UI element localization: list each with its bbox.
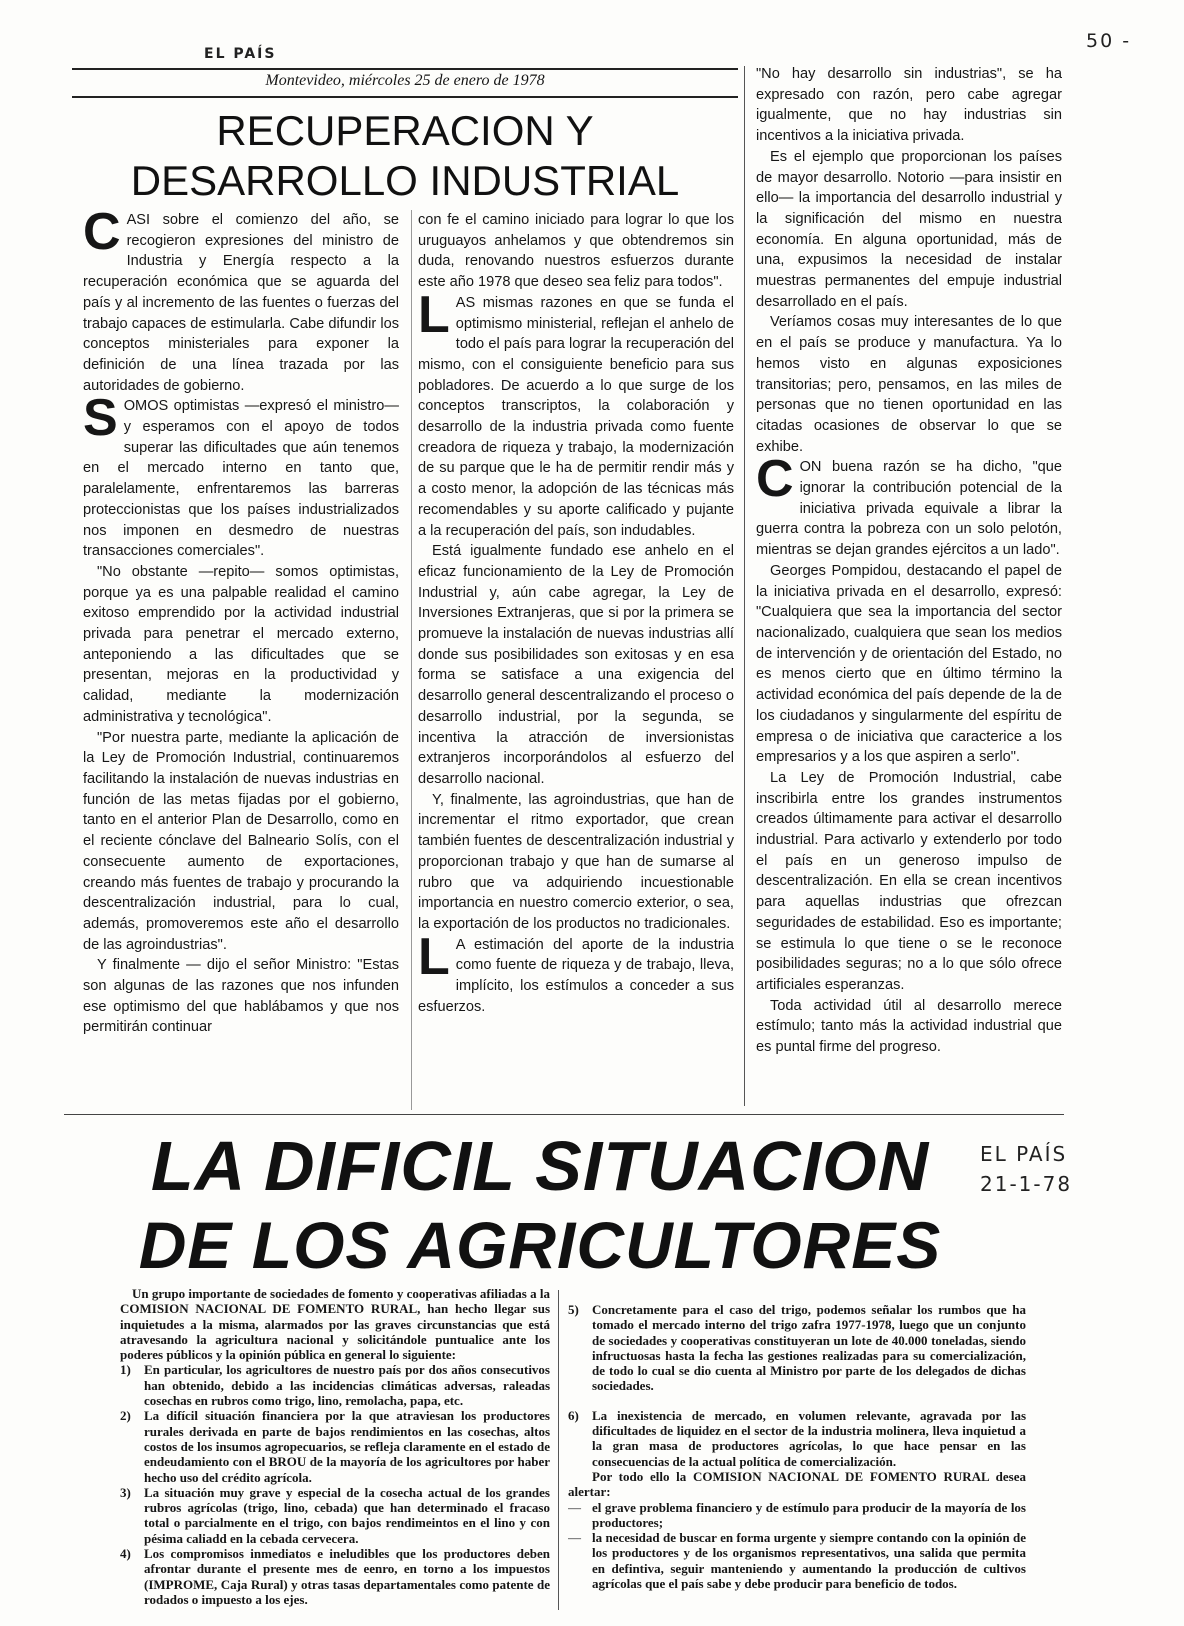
handwritten-date: 21-1-78 <box>980 1172 1073 1196</box>
article2-title-line1: LA DIFICIL SITUACION <box>150 1127 930 1205</box>
intro-paragraph: Un grupo importante de sociedades de fomento y cooperativas afiliadas a la COMISION NACIONAL DE FOMENTO RURAL, han hecho llegar sus inquietudes a la misma, alarmados por las graves circunstancias que está atravesando la agricultura nacional y solicitándole puntualice ante los poderes públicos y la opinión pública en general lo siguiente: <box>120 1286 550 1363</box>
article1-column-3 <box>756 64 1062 1110</box>
paragraph: L A estimación del aporte de la industria como fuente de riqueza y de trabajo, lleva, implícito, los estímulos a conceder a sus esfuerzos. <box>418 927 734 1015</box>
paragraph: "No hay desarrollo sin industrias", se ha expresado con razón, pero cabe agregar igualmente, que no hay industrias sin incentivos a la iniciativa privada. <box>756 66 1062 145</box>
article1-title-line1: RECUPERACION Y <box>216 107 594 154</box>
paragraph: SOMOS optimistas —expresó el ministro— y esperamos con el apoyo de todos superar las dificultades que aún tenemos en el mercado interno en tanto que, paralelamente, enfrentaremos las barreras proteccionistas que los países industrializados nos imponen en desmedro de nuestras transacciones comerciales". <box>83 389 399 560</box>
paragraph: La Ley de Promoción Industrial, cabe inscribirla entre los grandes instrumentos creados últimamente para activar el desarrollo industrial. Para activarlo y extenderlo por todo el país en un generoso impulso de descentralización. En ella se crean incentivos para aquellas industrias que ofrezcan seguridades de estabilidad. Eso es importante; se estimula lo que tiene o se le reconoce posibilidades seguras; no a lo que sólo ofrece artificiales esperanzas. <box>756 769 1062 993</box>
newspaper-label: EL PAÍS <box>204 46 277 62</box>
drop-cap: C <box>83 210 121 261</box>
paragraph: Georges Pompidou, destacando el papel de la iniciativa privada en el desarrollo, expresó: "Cualquiera que sea la importancia del sector nacionalizado, cualquiera que sean los medios de intervención y de orientación del Estado, no es menos cierto que en último término la actividad económica del país depende de la de los ciudadanos y singularmente del espíritu de empresa o de iniciativa que caracterice a los empresarios y a los que aspiren a serlo". <box>756 562 1062 766</box>
drop-cap: L <box>418 927 450 986</box>
list-item: 1) En particular, los agricultores de nuestro país por dos años consecutivos han obtenido, debido a las incidencias climáticas adversas, raleadas cosechas en rubros como trigo, lino, remolacha, papa, etc. <box>120 1362 550 1409</box>
article2-title-line2: DE LOS AGRICULTORES <box>138 1208 942 1282</box>
paragraph: con fe el camino iniciado para lograr lo que los uruguayos anhelamos y que obtendremos sin duda, renovando nuestros esfuerzos durante este año 1978 que deseo sea feliz para todos". <box>418 212 734 291</box>
article1-bottom-rule <box>64 1114 1064 1115</box>
list-item: 4) Los compromisos inmediatos e ineludibles que los productores deben afrontar durante el presente mes de eenro, en torno a los impuestos (IMPROME, Caja Rural) y otras tasas departamentales como patente de rodados o impuesto a los ejes. <box>120 1546 550 1607</box>
drop-cap: C <box>756 450 794 509</box>
list-item: 3) La situación muy grave y especial de la cosecha actual de los grandes rubros agrícolas (trigo, lino, cebada) que han determinado el fracaso total o parcialmente en el trigo, con bajos rendimeintos en el lino y con pésima caliadd en la cebada cervecera. <box>120 1484 550 1546</box>
paragraph: Está igualmente fundado ese anhelo en el eficaz funcionamiento de la Ley de Promoción Industrial y, aún cabe agregar, la Ley de Inversiones Extranjeras, que si por la primera se promueve la instalación de nuevas industrias allí donde sus posibilidades son exitosas y en esa forma se satisface a una exigencia del desarrollo general descentralizando el proceso o desarrollo industrial, por la segunda, se incentiva la atracción de inversionistas extranjeros incorporándolos al esfuerzo del desarrollo nacional. <box>418 543 734 787</box>
drop-cap: L <box>418 285 450 344</box>
closing-paragraph: Por todo ello la COMISION NACIONAL DE FOMENTO RURAL desea alertar: <box>568 1468 1026 1500</box>
paragraph: CASI sobre el comienzo del año, se recogieron expresiones del ministro de Industria y Energía respecto a la recuperación económica que se aguarda del país y al incremento de las fuentes o fuerzas del trabajo capaces de estimularla. Cabe difundir los conceptos ministeriales para exponer la definición de una línea trazada por las autoridades de gobierno. <box>83 210 399 394</box>
paragraph: Y finalmente — dijo el señor Ministro: "Estas son algunas de las razones que nos infunden ese optimismo del que hablábamos y que nos permitirán continuar <box>83 957 399 1036</box>
paragraph: Toda actividad útil al desarrollo merece estímulo; tanto más la actividad industrial que es puntal firme del progreso. <box>756 997 1062 1056</box>
top-rule <box>72 68 738 70</box>
paragraph: LAS mismas razones en que se funda el optimismo ministerial, reflejan el anhelo de todo el país para lograr la recuperación del mismo, con el consiguiente beneficio para sus pobladores. De acuerdo a lo que surge de los conceptos transcriptos, la colaboración y desarrollo de la industria privada como fuente creadora de riqueza y trabajo, la modernización de su parque que le ha de permitir rendir más y a costo menor, la adopción de las técnicas más recomendables y su aporte calificado y pujante a la recuperación del país, son indudables. <box>418 285 734 539</box>
drop-cap: S <box>83 389 118 448</box>
column-divider-1 <box>411 210 412 1110</box>
list-item: 5) Concretamente para el caso del trigo, podemos señalar los rumbos que ha tomado el mercado interno del trigo zafra 1977-1978, luego que un conjunto de sociedades y cooperativas constituyeran un lote de 40.000 toneladas, siendo infructuosas hasta la fecha las gestiones realizadas para su comercialización, de todo lo cual se dio cuenta al Ministro por parte de los delegados de dichas sociedades. <box>568 1302 1026 1394</box>
article1-column-1 <box>83 210 399 1110</box>
paragraph: "No obstante —repito— somos optimistas, porque ya es una palpable realidad el camino exitoso emprendido por la actividad industrial privada para penetrar el mercado externo, anteponiendo a las dificultades que se presentan, mejoras en la productividad y calidad, mediante la modernización administrativa y tecnológica". <box>83 563 399 725</box>
paragraph: Veríamos cosas muy interesantes de lo que en el país se produce y manufactura. Ya lo hemos visto en algunas exposiciones transitorias; pero, pensamos, en las miles de personas que no tienen oportunidad en las citadas ocasiones de observar lo que se exhibe. <box>756 314 1062 455</box>
column-divider-2 <box>558 1290 559 1610</box>
dateline: Montevideo, miércoles 25 de enero de 1978 <box>265 72 545 89</box>
right-column-border-left <box>744 66 745 1106</box>
page-number: 50 - <box>1086 30 1132 52</box>
alert-item: — la necesidad de buscar en forma urgente y siempre contando con la opinión de los productores y de los organismos representativos, una salida que permita en defintiva, seguir manteniendo y aumentando la producción de cultivos agrícolas que el país sabe y debe producir para beneficio de todos. <box>568 1530 1026 1592</box>
list-item: 6) La inexistencia de mercado, en volumen relevante, agravada por las dificultades de liquidez en el sector de la industria molinera, lleva inquietud a la gran masa de productores agrícolas, lo que hace pensar en las consecuencias de la actual política de comercialización. <box>568 1407 1026 1469</box>
paragraph: Es el ejemplo que proporcionan los países de mayor desarrollo. Notorio —para insistir en ello— la importancia del desarrollo industrial y la significación del mismo en nuestra economía. En alguna oportunidad, más de una, expusimos la necesidad de instalar muestras permanentes del empuje industrial desarrollado en el país. <box>756 148 1062 310</box>
dateline-rule <box>72 96 738 98</box>
article2-column-right <box>568 1302 1026 1616</box>
list-item: 2) La difícil situación financiera por la que atraviesan los productores rurales derivada en parte de bajos rendimientos en las cosechas, altos costos de los insumos agropecuarios, se refleja claramente en el estado de endeudamiento con el BROU de la mayoría de los agricultores por haber hecho uso del crédito agrícola. <box>120 1408 550 1485</box>
article2-column-left <box>120 1286 550 1616</box>
alert-item: — el grave problema financiero y de estímulo para producir de la mayoría de los productores; <box>568 1499 1026 1530</box>
paragraph: "Por nuestra parte, mediante la aplicación de la Ley de Promoción Industrial, continuaremos facilitando la instalación de nuevas industrias en función de las metas fijadas por el gobierno, tanto en el anterior Plan de Desarrollo, como en el reciente cónclave del Balneario Solís, con el consecuente aumento de exportaciones, creando más fuentes de trabajo y procurando la descentralización industrial, para lo cual, además, promoveremos este año el desarrollo de las agroindustrias". <box>83 729 399 953</box>
paragraph: CON buena razón se ha dicho, "que ignorar la contribución potencial de la iniciativa privada equivale a librar la guerra contra la pobreza con un solo pelotón, mientras se dejan grandes ejércitos a un lado". <box>756 450 1062 559</box>
paragraph: Y, finalmente, las agroindustrias, que han de incrementar el ritmo exportador, que crean también fuentes de descentralización industrial y proporcionan trabajo y que han de sumarse al rubro que va adquiriendo incuestionable importancia en nuestro comercio exterior, o sea, la exportación de los productos no tradicionales. <box>418 791 734 932</box>
handwritten-source: EL PAÍS <box>980 1142 1068 1166</box>
article1-title-line2: DESARROLLO INDUSTRIAL <box>130 157 680 204</box>
article1-column-2 <box>418 210 734 1110</box>
